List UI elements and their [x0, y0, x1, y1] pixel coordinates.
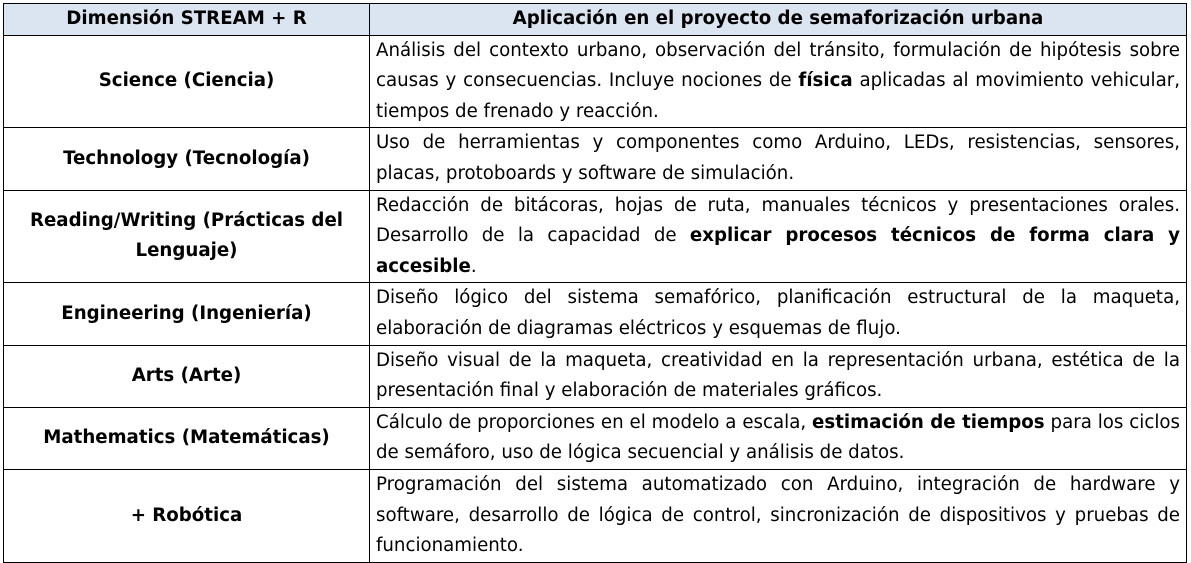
header-application: Aplicación en el proyecto de semaforización urbana — [370, 4, 1187, 36]
application-text: Uso de herramientas y componentes como Arduino, LEDs, resistencias, sensores, placas, protoboards y software de simulación. — [376, 132, 1180, 184]
application-text: Cálculo de proporciones en el modelo a escala, — [376, 411, 813, 433]
application-text: . — [470, 255, 477, 277]
application-text: Redacción de bitácoras, hojas de ruta, manuales técnicos y presentaciones orales. Desarrollo de la capacidad de — [376, 194, 1180, 247]
dimension-mathematics: Mathematics (Matemáticas) — [4, 407, 370, 469]
dimension-arts: Arts (Arte) — [4, 345, 370, 407]
dimension-robotics: + Robótica — [4, 469, 370, 562]
dimension-reading-writing: Reading/Writing (Prácticas del Lenguaje) — [4, 190, 370, 283]
application-bold-text: explicar procesos técnicos de forma clara y accesible — [376, 225, 1180, 277]
dimension-engineering: Engineering (Ingeniería) — [4, 283, 370, 345]
header-row — [4, 4, 1187, 36]
table-row — [4, 407, 1187, 469]
application-text: Diseño lógico del sistema semafórico, planificación estructural de la maqueta, elaboración de diagramas eléctricos y esquemas de flujo. — [376, 287, 1180, 339]
dimension-technology: Technology (Tecnología) — [4, 128, 370, 190]
table-row — [4, 128, 1187, 190]
table-row — [4, 190, 1187, 283]
header-dimension: Dimensión STREAM + R — [4, 4, 370, 36]
application-text: para los ciclos de semáforo, uso de lógica secuencial y análisis de datos. — [376, 411, 1180, 464]
application-mathematics — [370, 407, 1187, 469]
dimension-science: Science (Ciencia) — [4, 35, 370, 128]
table-row — [4, 283, 1187, 345]
stream-table — [3, 3, 1187, 563]
table-row — [4, 35, 1187, 128]
application-text: Análisis del contexto urbano, observación del tránsito, formulación de hipótesis sobre causas y consecuencias. Incluye nociones de — [376, 39, 1180, 92]
application-bold-text: física — [798, 70, 853, 92]
application-science — [370, 35, 1187, 128]
table-row — [4, 345, 1187, 407]
application-reading-writing — [370, 190, 1187, 283]
table-row — [4, 469, 1187, 562]
application-text: Diseño visual de la maqueta, creatividad en la representación urbana, estética de la presentación final y elaboración de materiales gráficos. — [376, 349, 1180, 402]
application-robotics — [370, 469, 1187, 562]
application-technology — [370, 128, 1187, 190]
application-engineering — [370, 283, 1187, 345]
application-bold-text: estimación de tiempos — [812, 411, 1045, 433]
application-text: aplicadas al movimiento vehicular, tiempos de frenado y reacción. — [376, 70, 1181, 122]
application-text: Programación del sistema automatizado con Arduino, integración de hardware y software, desarrollo de lógica de control, sincronización de dispositivos y pruebas de funcionamiento. — [376, 473, 1180, 557]
application-arts — [370, 345, 1187, 407]
table-body — [4, 35, 1187, 562]
table-header — [4, 4, 1187, 36]
